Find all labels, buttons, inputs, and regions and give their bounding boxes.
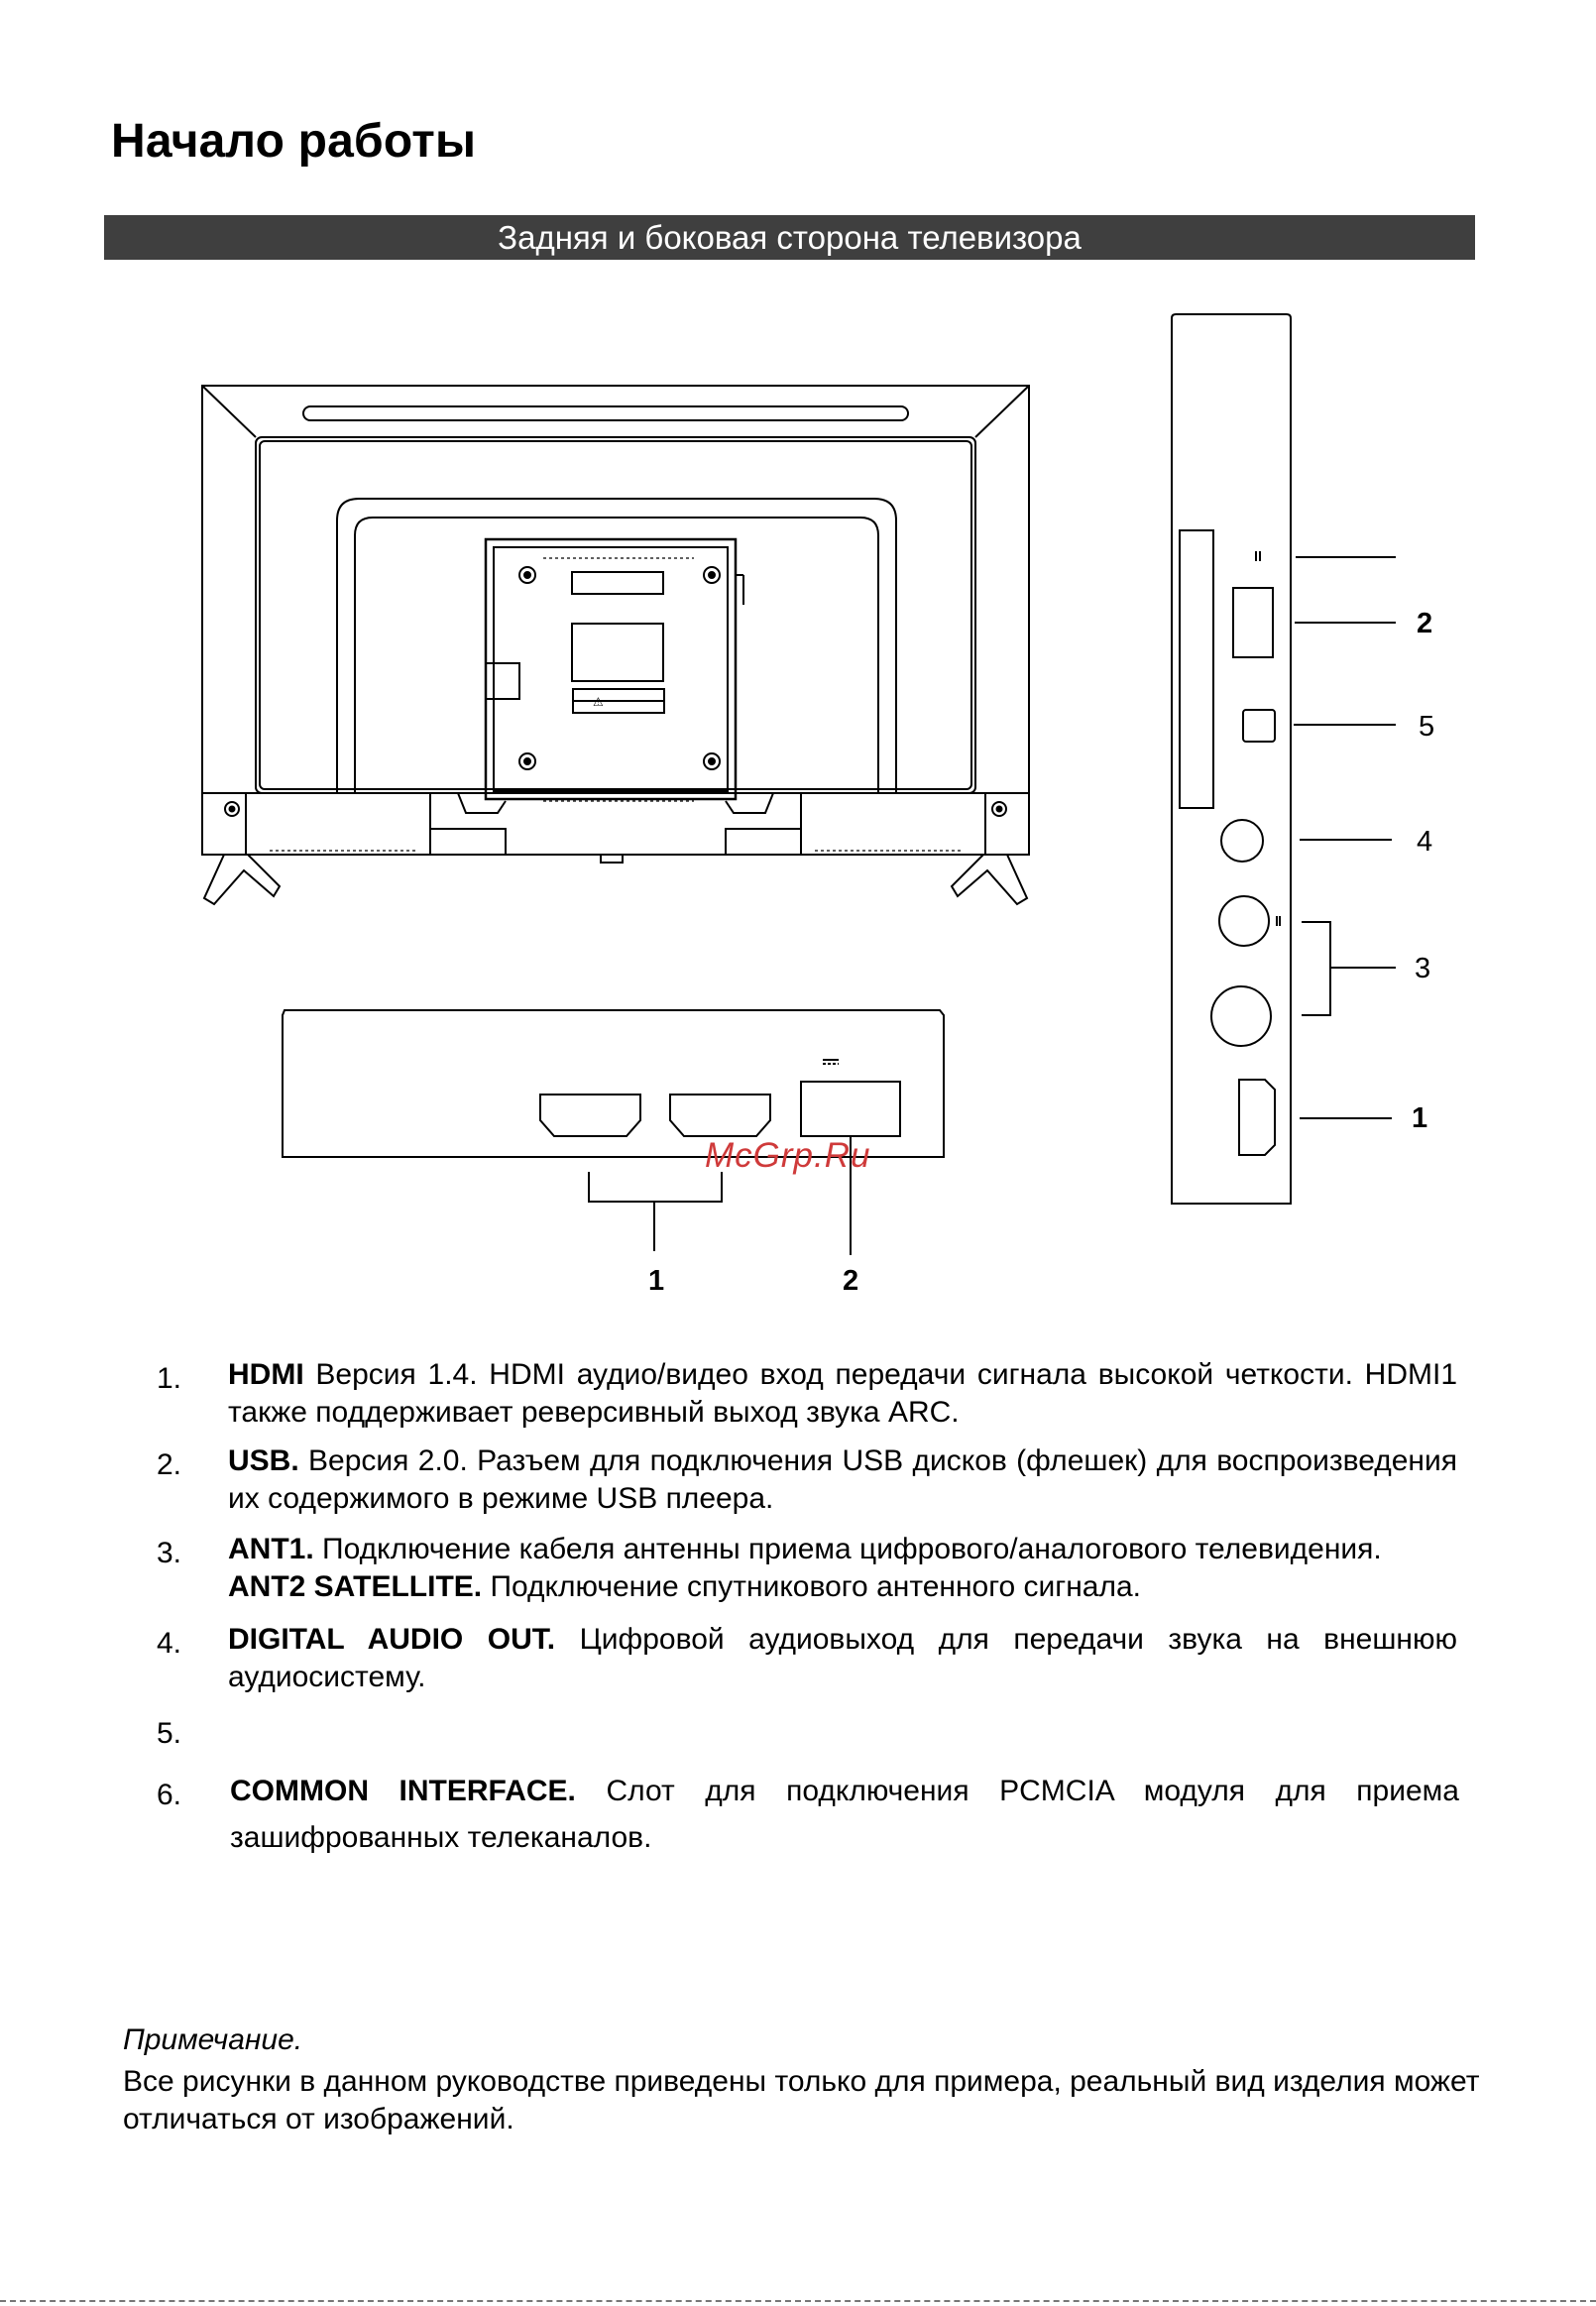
item-term: ANT2 SATELLITE.	[228, 1570, 483, 1603]
callout-side-usb: 2	[1417, 608, 1433, 639]
bottom-connector-panel	[283, 1010, 944, 1255]
hdmi-port-shape	[670, 1095, 770, 1136]
item-text: HDMI Версия 1.4. HDMI аудио/видео вход передачи сигнала высокой четкости. HDMI1 также поддерживает реверсивный выход звука ARC.	[228, 1358, 1457, 1429]
note-label: Примечание.	[123, 2023, 303, 2056]
ci-slot-shape	[1180, 530, 1213, 808]
item-text: DIGITAL AUDIO OUT. Цифровой аудиовыход для передачи звука на внешнюю аудиосистему.	[228, 1623, 1457, 1693]
callout-side-hdmi: 1	[1412, 1102, 1428, 1134]
item-text: COMMON INTERFACE. Слот для подключения PCMCIA модуля для приема зашифрованных телеканалов.	[230, 1775, 1459, 1854]
watermark: McGrp.Ru	[705, 1136, 871, 1175]
item-number: 2.	[157, 1448, 182, 1481]
tv-back-illustration	[202, 386, 1029, 904]
item-term: DIGITAL AUDIO OUT.	[228, 1623, 556, 1656]
item-number: 4.	[157, 1627, 182, 1660]
item-number: 5.	[157, 1717, 182, 1750]
hdmi-port-shape	[540, 1095, 640, 1136]
ant2-connector-shape	[1211, 986, 1271, 1046]
note-text: Все рисунки в данном руководстве приведены только для примера, реальный вид изделия может отличаться от изображений.	[123, 2065, 1480, 2135]
callout-side-5: 5	[1419, 711, 1435, 743]
item-number: 1.	[157, 1362, 182, 1395]
footer-rule	[0, 2300, 1596, 2302]
usb2-port-shape	[1243, 710, 1275, 742]
callout-side-4: 4	[1417, 826, 1433, 858]
optical-out-shape	[1221, 820, 1263, 862]
item-term: USB.	[228, 1444, 299, 1477]
item-text: ANT1. Подключение кабеля антенны приема цифрового/аналогового телевидения. ANT2 SATELLITE. Подключение спутникового антенного сигнала.	[228, 1533, 1382, 1603]
item-term: COMMON INTERFACE.	[230, 1775, 576, 1807]
side-connector-panel	[1172, 314, 1396, 1204]
section-header-label: Задняя и боковая сторона телевизора	[498, 218, 1082, 256]
callout-bottom-usb: 2	[843, 1265, 859, 1297]
ant1-connector-shape	[1219, 896, 1269, 946]
item-number: 6.	[157, 1779, 182, 1811]
page-title: Начало работы	[111, 115, 477, 168]
usb-port-shape	[1233, 588, 1273, 657]
item-term: HDMI	[228, 1358, 304, 1391]
item-text: USB. Версия 2.0. Разъем для подключения USB дисков (флешек) для воспроизведения их содержимого в режиме USB плеера.	[228, 1444, 1457, 1515]
svg-text:⚠: ⚠	[593, 695, 604, 709]
item-term: ANT1.	[228, 1533, 314, 1565]
callout-side-3: 3	[1415, 953, 1431, 984]
hdmi-port-shape	[1239, 1080, 1275, 1155]
usb-port-shape	[801, 1082, 900, 1136]
item-number: 3.	[157, 1537, 182, 1569]
callout-bottom-hdmi: 1	[648, 1265, 665, 1297]
